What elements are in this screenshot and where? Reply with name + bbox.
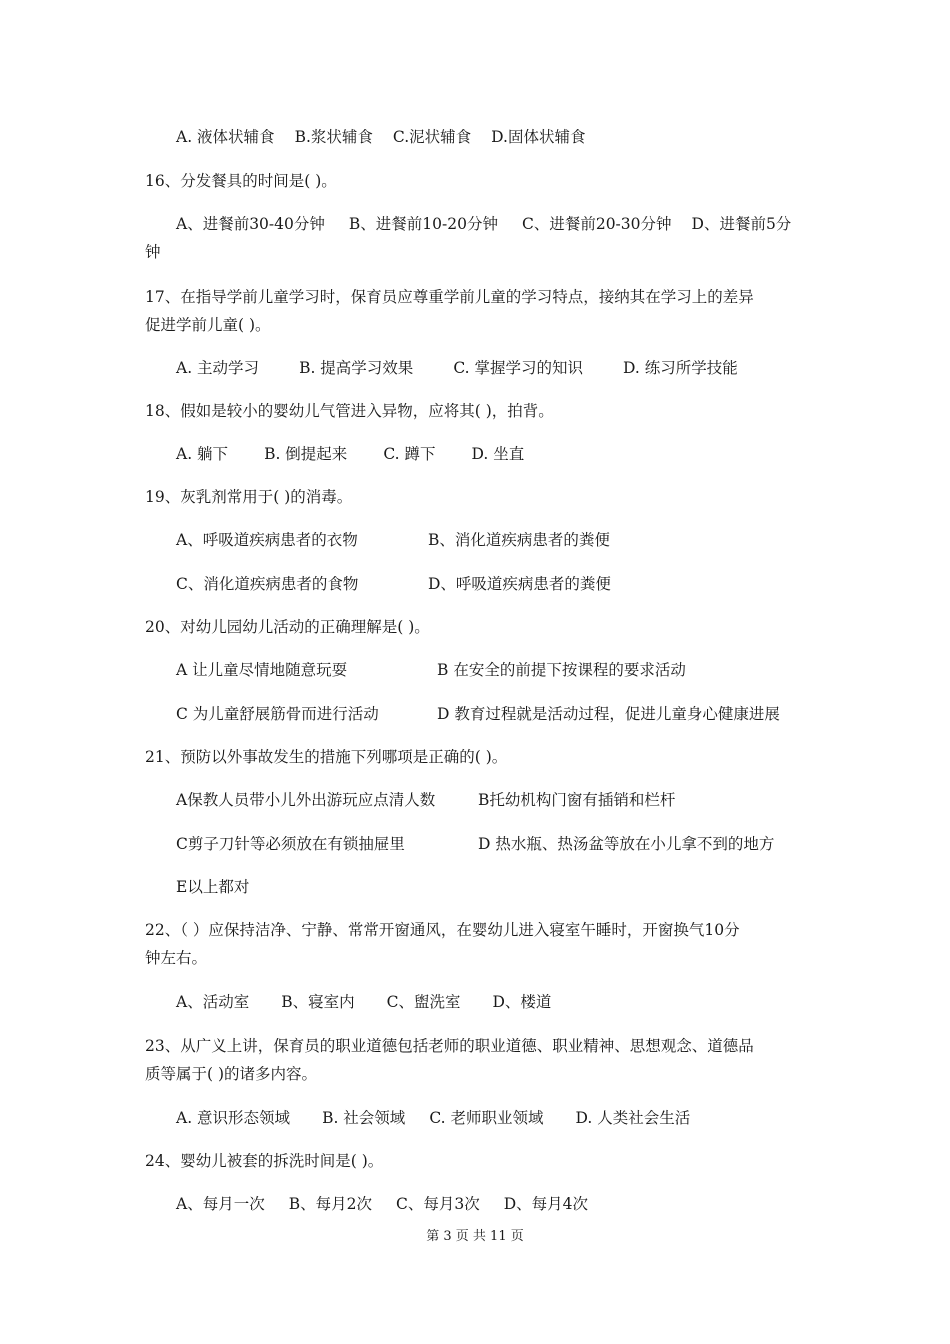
q23-option-c: C. 老师职业领域	[429, 1109, 544, 1127]
q24-option-a: A、每月一次	[176, 1195, 265, 1213]
q20-option-c: C 为儿童舒展筋骨而进行活动	[176, 705, 379, 723]
q15-option-a: A. 液体状辅食	[176, 128, 275, 146]
q19-option-c: C、消化道疾病患者的食物	[176, 575, 359, 593]
q19-option-b: B、消化道疾病患者的粪便	[428, 531, 610, 549]
q23-option-b: B. 社会领域	[322, 1109, 406, 1127]
q22-question-line1: 22、（ ）应保持洁净、宁静、常常开窗通风，在婴幼儿进入寝室午睡时，开窗换气10分	[145, 921, 740, 939]
q22-option-d: D、楼道	[492, 993, 552, 1011]
page-footer: 第 3 页 共 11 页	[426, 1229, 524, 1244]
q16-option-c: C、进餐前20-30分钟	[521, 215, 672, 233]
q19-option-d: D、呼吸道疾病患者的粪便	[428, 575, 611, 593]
q23-option-d: D. 人类社会生活	[575, 1109, 691, 1127]
q22-options	[176, 992, 551, 1012]
q21-question: 21、预防以外事故发生的措施下列哪项是正确的( )。	[145, 748, 508, 766]
q20-option-a: A 让儿童尽情地随意玩耍	[176, 661, 348, 679]
q24-question: 24、婴幼儿被套的拆洗时间是( )。	[145, 1152, 384, 1170]
q22-option-b: B、寝室内	[281, 993, 355, 1011]
q24-option-d: D、每月4次	[503, 1195, 588, 1213]
q16-option-a: A、进餐前30-40分钟	[176, 215, 325, 233]
q16-options	[176, 214, 791, 234]
q21-option-e: E以上都对	[176, 878, 250, 896]
q21-option-d: D 热水瓶、热汤盆等放在小儿拿不到的地方	[478, 835, 775, 853]
q22-question-line2: 钟左右。	[145, 949, 208, 967]
q18-question: 18、假如是较小的婴幼儿气管进入异物，应将其( )，拍背。	[145, 402, 554, 420]
q20-question: 20、对幼儿园幼儿活动的正确理解是( )。	[145, 618, 430, 636]
q16-question: 16、分发餐具的时间是( )。	[145, 172, 337, 190]
q17-question-line2: 促进学前儿童( )。	[145, 316, 271, 334]
q17-option-a: A. 主动学习	[176, 359, 260, 377]
q21-option-a: A保教人员带小儿外出游玩应点清人数	[176, 791, 436, 809]
q18-option-d: D. 坐直	[471, 445, 525, 463]
q15-option-b: B.浆状辅食	[294, 128, 373, 146]
q16-option-d: D、进餐前5分	[691, 215, 792, 233]
q17-option-d: D. 练习所学技能	[622, 359, 738, 377]
q15-option-c: C.泥状辅食	[392, 128, 472, 146]
q18-option-c: C. 蹲下	[383, 445, 436, 463]
q15-options	[176, 127, 585, 147]
q18-option-b: B. 倒提起来	[264, 445, 348, 463]
q15-option-d: D.固体状辅食	[491, 128, 586, 146]
q23-question-line1: 23、从广义上讲，保育员的职业道德包括老师的职业道德、职业精神、思想观念、道德品	[145, 1037, 754, 1055]
q21-option-b: B托幼机构门窗有插销和栏杆	[478, 791, 676, 809]
q16-option-b: B、进餐前10-20分钟	[348, 215, 498, 233]
q23-question-line2: 质等属于( )的诸多内容。	[145, 1065, 318, 1083]
q24-option-c: C、每月3次	[395, 1195, 480, 1213]
q19-option-a: A、呼吸道疾病患者的衣物	[176, 531, 358, 549]
q18-option-a: A. 躺下	[176, 445, 229, 463]
q23-options	[176, 1108, 690, 1128]
q18-options	[176, 444, 524, 464]
q20-option-b: B 在安全的前提下按课程的要求活动	[437, 661, 686, 679]
q17-option-b: B. 提高学习效果	[299, 359, 414, 377]
q17-options	[176, 358, 738, 378]
q22-option-a: A、活动室	[176, 993, 250, 1011]
q21-option-c: C剪子刀针等必须放在有锁抽屉里	[176, 835, 405, 853]
q16-options-continued: 钟	[145, 243, 161, 261]
q24-option-b: B、每月2次	[288, 1195, 372, 1213]
q17-option-c: C. 掌握学习的知识	[453, 359, 583, 377]
q24-options	[176, 1194, 588, 1214]
q20-option-d: D 教育过程就是活动过程，促进儿童身心健康进展	[437, 705, 780, 723]
q22-option-c: C、盥洗室	[386, 993, 461, 1011]
q17-question-line1: 17、在指导学前儿童学习时，保育员应尊重学前儿童的学习特点，接纳其在学习上的差异	[145, 288, 754, 306]
q23-option-a: A. 意识形态领域	[176, 1109, 291, 1127]
q19-question: 19、灰乳剂常用于( )的消毒。	[145, 488, 353, 506]
